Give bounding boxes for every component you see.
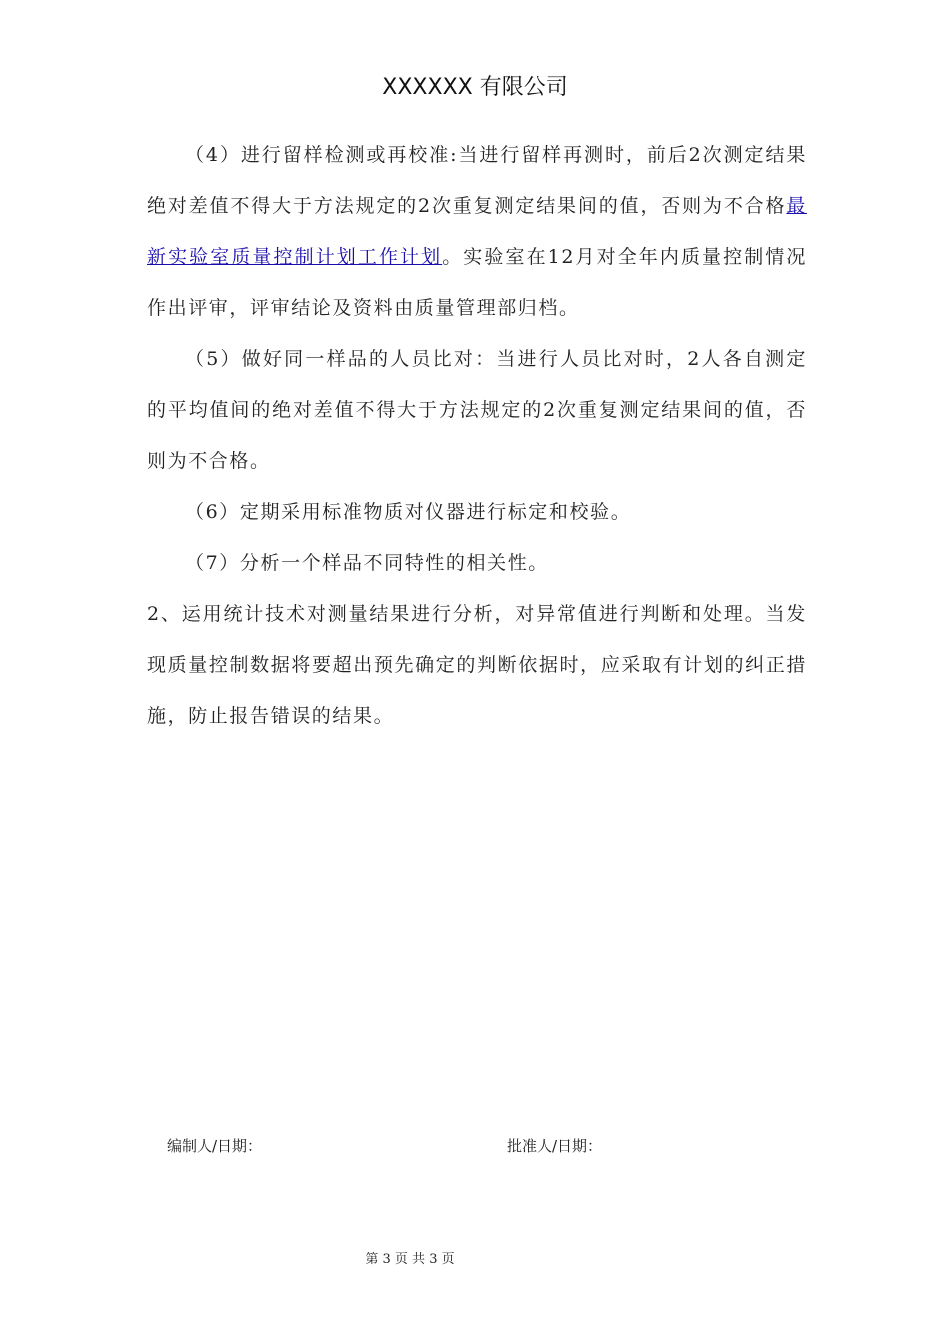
paragraph-5: （5）做好同一样品的人员比对：当进行人员比对时，2人各自测定的平均值间的绝对差值不得大于方法规定的2次重复测定结果间的值，否则为不合格。 bbox=[147, 348, 807, 472]
page-header-title: XXXXXX 有限公司 bbox=[382, 75, 568, 100]
paragraph-7: （7）分析一个样品不同特性的相关性。 bbox=[185, 552, 549, 574]
paragraph-6: （6）定期采用标准物质对仪器进行标定和校验。 bbox=[185, 501, 632, 523]
approver-signature-label: 批准人/日期： bbox=[507, 1137, 603, 1155]
paragraph-4-text-after: 。实验室在12月对全年内质量控制情况作出评审，评审结论及资料由质量管理部归档。 bbox=[147, 246, 807, 319]
paragraph-8: 2、运用统计技术对测量结果进行分析，对异常值进行判断和处理。当发现质量控制数据将要超出预先确定的判断依据时，应采取有计划的纠正措施，防止报告错误的结果。 bbox=[147, 603, 807, 727]
document-body bbox=[147, 130, 807, 742]
paragraph-4 bbox=[147, 130, 807, 334]
page-footer: 第 3 页 共 3 页 bbox=[365, 1252, 455, 1267]
paragraph-4-text: （4）进行留样检测或再校准:当进行留样再测时，前后2次测定结果绝对差值不得大于方法规定的2次重复测定结果间的值，否则为不合格 bbox=[147, 144, 807, 217]
plan-link[interactable]: 最新实验室质量控制计划工作计划 bbox=[147, 195, 807, 268]
compiler-signature-label: 编制人/日期： bbox=[167, 1137, 263, 1155]
